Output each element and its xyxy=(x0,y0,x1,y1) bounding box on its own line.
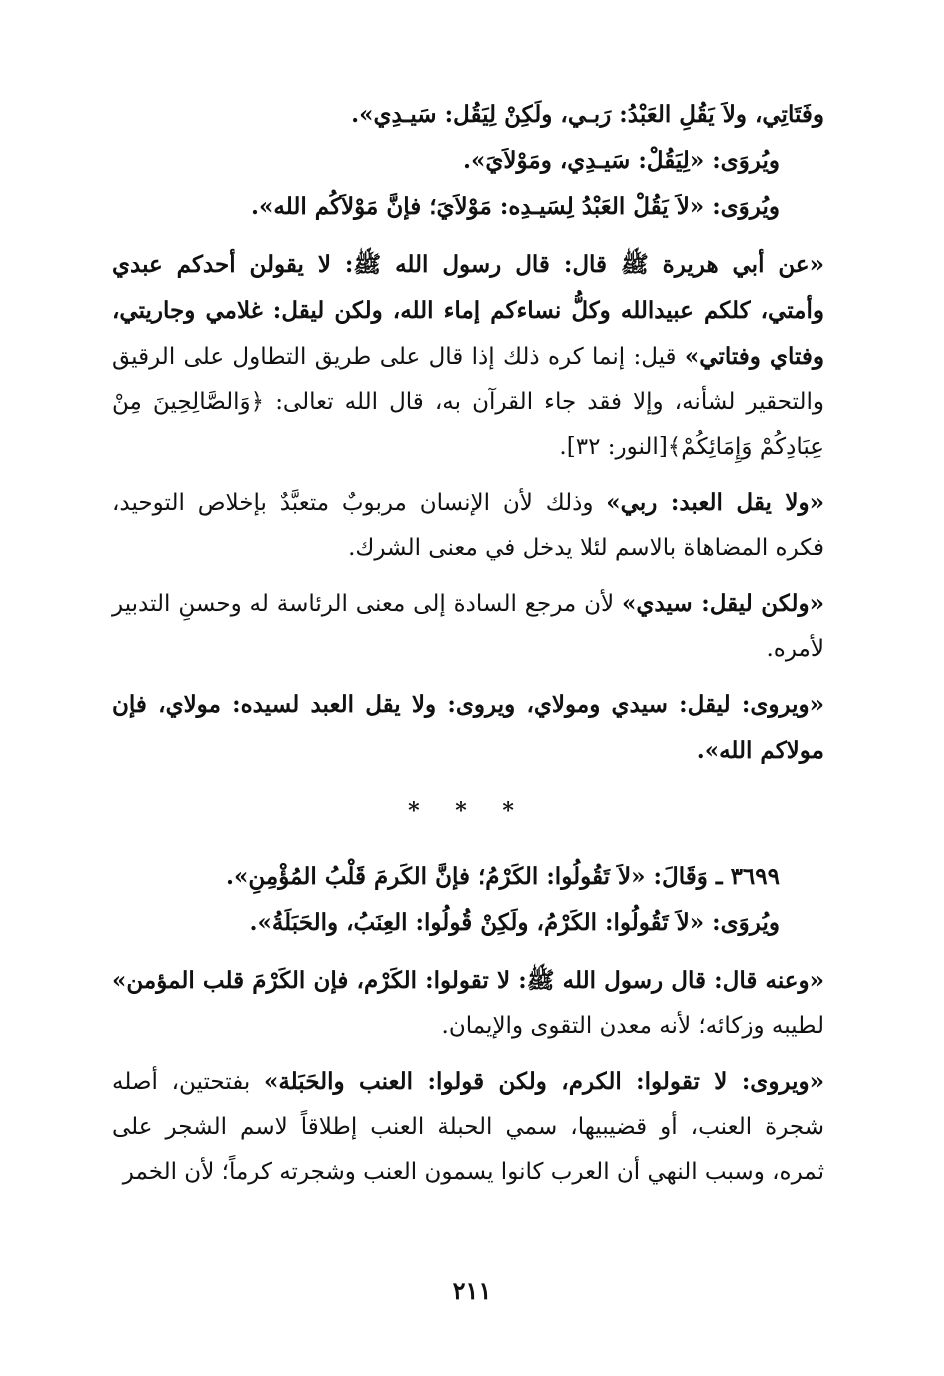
hadith-variant-line: ويُروَى: «لاَ يَقُلْ العَبْدُ لِسَيـدِه: مَوْلاَيَ؛ فإنَّ مَوْلاَكُم الله». xyxy=(251,193,780,220)
commentary-paragraph xyxy=(112,480,824,571)
commentary-paragraph xyxy=(112,242,824,470)
hadith-text-continued xyxy=(112,92,824,230)
commentary-paragraph xyxy=(112,682,824,774)
commentary-text: قيل: إنما كره ذلك إذا قال على طريق التطاول على الرقيق والتحقير لشأنه، وإلا فقد جاء القرآن به، قال الله تعالى: ﴿وَالصَّالِحِينَ مِنْ عِبَادِكُمْ وَإِمَائِكُمْ﴾[النور: ٣٢]. xyxy=(112,344,824,460)
commentary-paragraph xyxy=(112,581,824,672)
commentary-paragraph xyxy=(112,1059,824,1195)
page-body xyxy=(112,92,824,1205)
hadith-variant-line: ويُروَى: «لِيَقُلْ: سَيـدِي، ومَوْلاَيَ». xyxy=(463,147,780,174)
hadith-text xyxy=(112,854,824,946)
commentary-text: بفتحتين، أصله شجرة العنب، أو قضيبيها، سمي الحبلة العنب إطلاقاً لاسم الشجر على ثمره، وسبب النهي أن العرب كانوا يسمون العنب وشجرته كرماً؛ لأن الخمر xyxy=(112,1069,824,1185)
commentary-text: لطيبه وزكائه؛ لأنه معدن التقوى والإيمان. xyxy=(441,1013,824,1039)
hadith-variant-line: ويُروَى: «لاَ تَقُولُوا: الكَرْمُ، ولَكِنْ قُولُوا: العِنَبُ، والحَبَلَةُ». xyxy=(249,909,780,936)
section-separator: * * * xyxy=(408,798,528,824)
hadith-line: وفَتَاتِي، ولاَ يَقُلِ العَبْدُ: رَبـي، ولَكِنْ لِيَقُل: سَيـدِي». xyxy=(351,101,824,128)
commentary-text: وذلك لأن الإنسان مربوبٌ متعبَّدٌ بإخلاص التوحيد، فكره المضاهاة بالاسم لئلا يدخل في معنى الشرك. xyxy=(112,490,824,561)
quoted-hadith: «عن أبي هريرة ﷺ قال: قال رسول الله ﷺ: لا يقولن أحدكم عبدي وأمتي، كلكم عبيدالله وكلُّ نساءكم إماء الله، ولكن ليقل: غلامي وجاريتي، وفتاي وفتاتي» xyxy=(112,251,824,370)
commentary-paragraph xyxy=(112,958,824,1049)
quoted-hadith: «ولكن ليقل: سيدي» xyxy=(621,590,824,617)
page-number: ٢١١ xyxy=(452,1276,492,1305)
quoted-hadith: «ويروى: لا تقولوا: الكرم، ولكن قولوا: العنب والحَبَلة» xyxy=(263,1068,824,1095)
quoted-hadith: «ولا يقل العبد: ربي» xyxy=(606,489,824,516)
quoted-hadith: «وعنه قال: قال رسول الله ﷺ: لا تقولوا: الكَرْم، فإن الكَرْمَ قلب المؤمن» xyxy=(112,967,824,994)
quoted-hadith: «ويروى: ليقل: سيدي ومولاي، ويروى: ولا يقل العبد لسيده: مولاي، فإن مولاكم الله». xyxy=(112,691,824,764)
hadith-line: ٣٦٩٩ ـ وَقَالَ: «لاَ تَقُولُوا: الكَرْمُ؛ فإنَّ الكَرمَ قَلْبُ المُؤْمِنِ». xyxy=(226,863,780,890)
commentary-text: لأن مرجع السادة إلى معنى الرئاسة له وحسنِ التدبير لأمره. xyxy=(112,591,824,662)
